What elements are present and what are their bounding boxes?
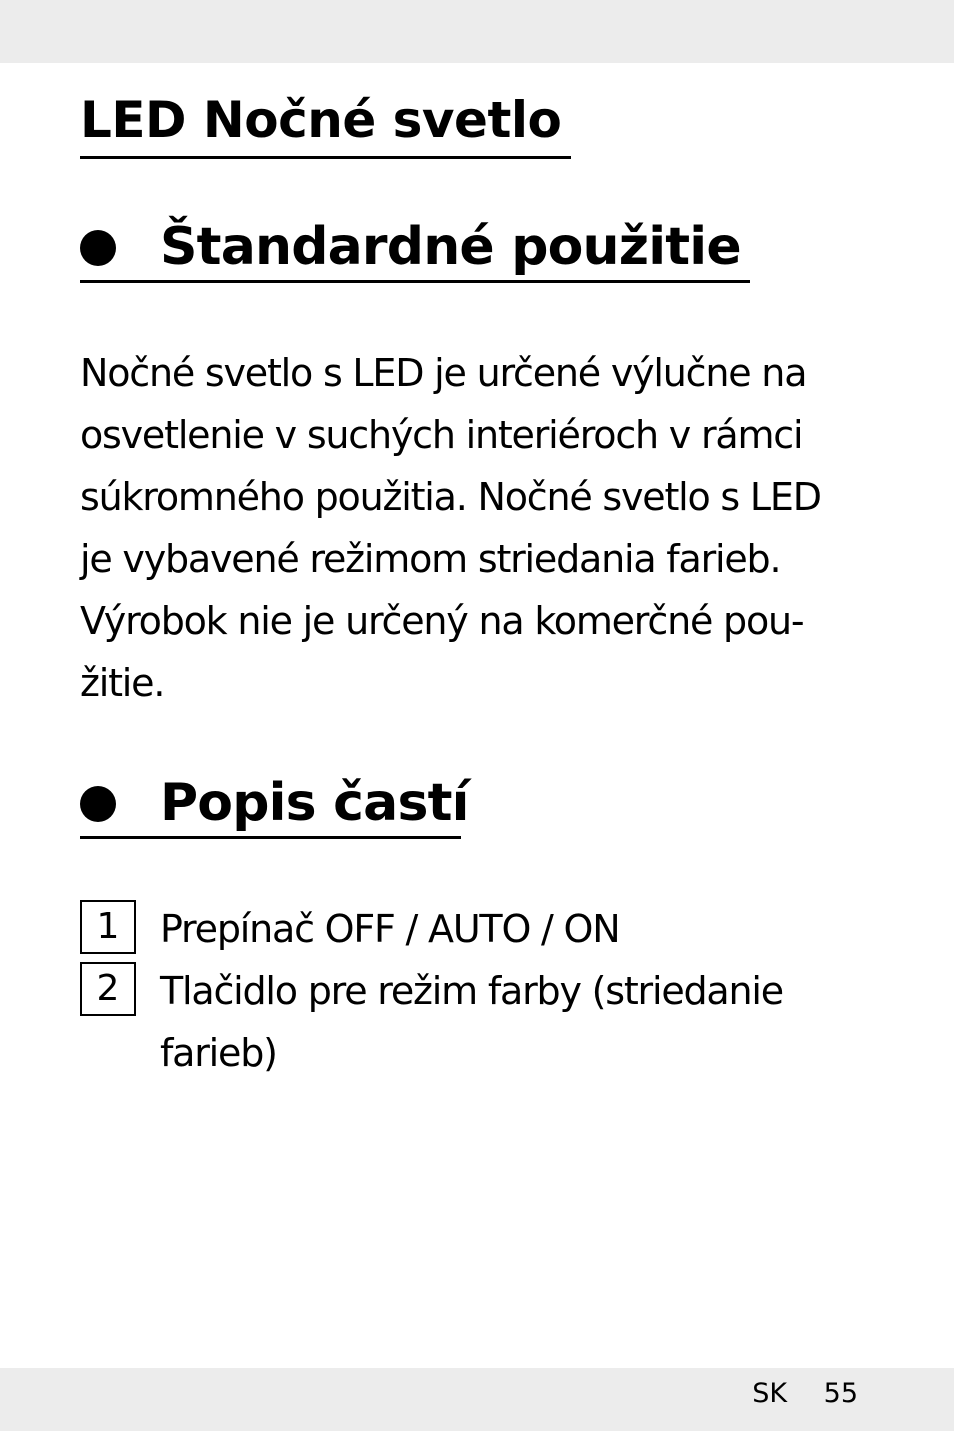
paragraph-line: osvetlenie v suchých interiéroch v rámci xyxy=(80,413,803,457)
list-item xyxy=(80,960,880,1022)
part-number-box: 2 xyxy=(80,962,136,1016)
paragraph-line: je vybavené režimom striedania farieb. xyxy=(80,537,781,581)
part-number-box: 1 xyxy=(80,900,136,954)
section-heading-intended-use xyxy=(80,214,750,283)
part-label: farieb) xyxy=(160,1031,277,1075)
section-heading-label: Štandardné použitie xyxy=(160,217,741,277)
list-item-continuation xyxy=(80,1022,880,1084)
paragraph-line: Nočné svetlo s LED je určené výlučne na xyxy=(80,351,807,395)
intended-use-paragraph xyxy=(80,342,880,714)
section-heading-parts xyxy=(80,770,469,839)
page-number: 55 xyxy=(823,1378,858,1409)
paragraph-line: súkromného použitia. Nočné svetlo s LED xyxy=(80,475,821,519)
bullet-icon xyxy=(80,230,116,266)
parts-list xyxy=(80,898,880,1084)
page-footer xyxy=(752,1374,858,1414)
part-label: Prepínač OFF / AUTO / ON xyxy=(160,907,620,951)
paragraph-line: Výrobok nie je určený na komerčné pou- xyxy=(80,599,804,643)
part-label: Tlačidlo pre režim farby (striedanie xyxy=(160,969,783,1013)
bullet-icon xyxy=(80,786,116,822)
top-band xyxy=(0,0,954,63)
language-code: SK xyxy=(752,1378,788,1409)
page-title: LED Nočné svetlo xyxy=(80,88,571,159)
section-heading-label: Popis častí xyxy=(160,773,469,833)
paragraph-line: žitie. xyxy=(80,661,165,705)
list-item xyxy=(80,898,880,960)
